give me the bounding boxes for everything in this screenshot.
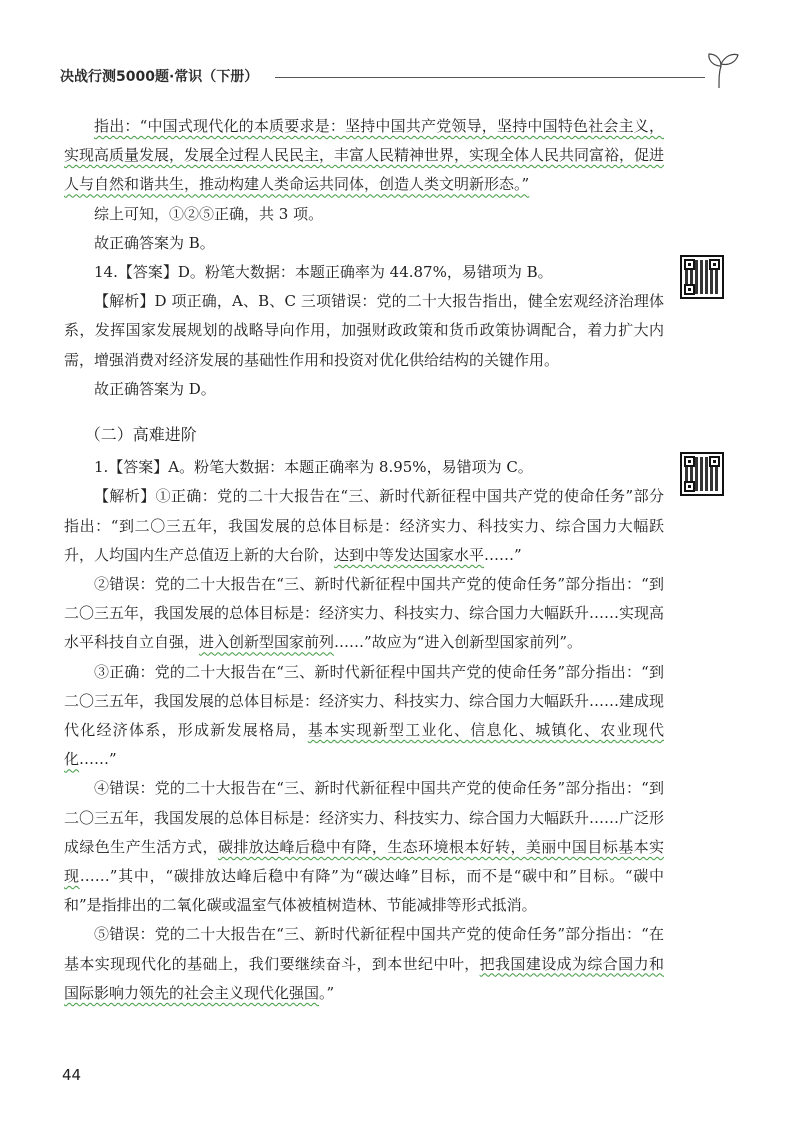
q1-item-3-end: ……” xyxy=(79,750,117,769)
q1-item-4-text: ④错误：党的二十大报告在“三、新时代新征程中国共产党的使命任务”部分指出：“到二〇三五年，我国发展的总体目标是：经济实力、科技实力、综合国力大幅跃升……广泛形成绿色生产生活方式， xyxy=(64,779,665,856)
q1-explain-underlined: 达到中等发达国家水平 xyxy=(334,545,485,564)
q1-item-3-text: ③正确：党的二十大报告在“三、新时代新征程中国共产党的使命任务”部分指出：“到二〇三五年，我国发展的总体目标是：经济实力、科技实力、综合国力大幅跃升……建成现代化经济体系，形成新发展格局， xyxy=(64,662,665,740)
q1-item-2 xyxy=(64,570,664,658)
q1-item-4 xyxy=(64,774,664,920)
qr-finder xyxy=(709,456,720,467)
q1-explanation xyxy=(64,482,664,570)
q14-answer: 14.【答案】D。粉笔大数据：本题正确率为 44.87%，易错项为 B。 xyxy=(94,263,553,282)
answer-line: 故正确答案为 B。 xyxy=(94,233,215,252)
qr-finder xyxy=(684,481,695,492)
q1-item-5-text: ⑤错误：党的二十大报告在“三、新时代新征程中国共产党的使命任务”部分指出：“在基本实现现代化的基础上，我们要继续奋斗，到本世纪中叶， xyxy=(64,925,664,973)
header-rule xyxy=(275,77,705,78)
qr-finder xyxy=(684,284,695,295)
q1-item-5 xyxy=(64,920,664,1008)
section-heading: （二）高难进阶 xyxy=(84,425,197,445)
q1-item-2-underlined: 进入创新型国家前列 xyxy=(199,633,335,652)
q1-item-4-end: ……”其中，“碳排放达峰后稳中有降”为“碳达峰”目标，而不是“碳中和”目标。“碳中和”是指排出的二氧化碳或温室气体被植树造林、节能减排等形式抵消。 xyxy=(64,867,664,915)
q14-explanation: 【解析】D 项正确，A、B、C 三项错误：党的二十大报告指出，健全宏观经济治理体系，发挥国家发展规划的战略导向作用，加强财政政策和货币政策协调配合，着力扩大内需，增强消费对经济发展的基础性作用和投资对优化供给结构的关键作用。 xyxy=(64,292,664,369)
summary-line: 综上可知，①②⑤正确，共 3 项。 xyxy=(94,204,324,223)
q1-explain-end: ……” xyxy=(484,545,522,564)
q1-item-2-text: ②错误：党的二十大报告在“三、新时代新征程中国共产党的使命任务”部分指出：“到二〇三五年，我国发展的总体目标是：经济实力、科技实力、综合国力大幅跃升……实现高水平科技自立自强， xyxy=(64,575,665,652)
sprout-icon xyxy=(705,48,741,88)
q14-conclusion: 故正确答案为 D。 xyxy=(94,379,216,398)
header-title: 决战行测5000题·常识（下册） xyxy=(60,69,259,85)
page-header xyxy=(60,66,750,90)
q1-item-3 xyxy=(64,658,664,775)
q1-answer: 1.【答案】A。粉笔大数据：本题正确率为 8.95%，易错项为 C。 xyxy=(94,458,533,477)
page-number: 44 xyxy=(62,1066,82,1084)
qr-code-icon[interactable] xyxy=(680,255,724,299)
qr-finder xyxy=(684,456,695,467)
qr-code-icon[interactable] xyxy=(680,452,724,496)
q1-item-5-end: 。” xyxy=(319,983,335,1002)
q1-item-2-end: ……”故应为“进入创新型国家前列”。 xyxy=(334,633,583,652)
qr-finder xyxy=(709,259,720,270)
page-content xyxy=(64,112,664,1008)
q1-explain-text: 【解析】①正确：党的二十大报告在“三、新时代新征程中国共产党的使命任务”部分指出：“到二〇三五年，我国发展的总体目标是：经济实力、科技实力、综合国力大幅跃升，人均国内生产总值迈上新的大台阶， xyxy=(64,487,664,564)
underlined-quote: 指出：“中国式现代化的本质要求是：坚持中国共产党领导，坚持中国特色社会主义，实现高质量发展，发展全过程人民民主，丰富人民精神世界，实现全体人民共同富裕，促进人与自然和谐共生，推动构建人类命运共同体，创造人类文明新形态。” xyxy=(64,117,665,194)
quote-paragraph xyxy=(64,112,664,200)
q1-item-5-underlined: 把我国建设成为综合国力和国际影响力领先的社会主义现代化强国 xyxy=(64,954,664,1002)
q1-item-4-underlined: 碳排放达峰后稳中有降，生态环境根本好转，美丽中国目标基本实现 xyxy=(64,837,664,886)
q1-item-3-underlined: 基本实现新型工业化、信息化、城镇化、农业现代化 xyxy=(64,721,664,769)
qr-finder xyxy=(684,259,695,270)
